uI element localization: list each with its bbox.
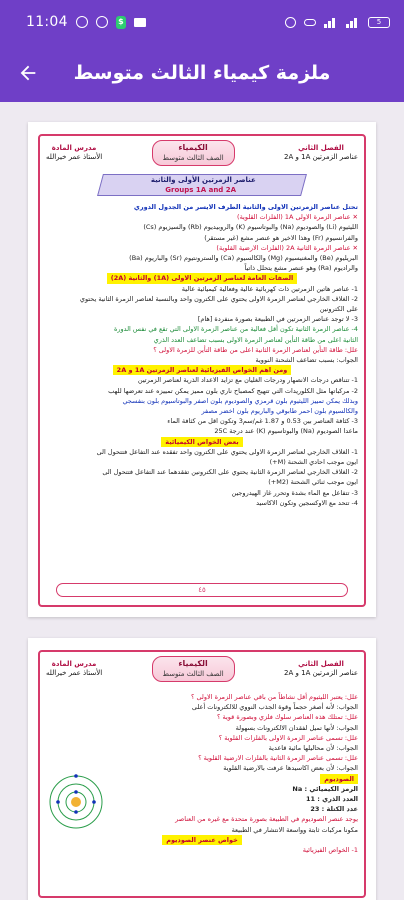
- text-line: ماعدا الصوديوم (Na) والبوتاسيوم (K) عند درجة 25C: [214, 427, 358, 436]
- text-line-content: علل: تمتلك هذه العناصر سلوك فلزي وبصورة قوية ؟: [217, 713, 358, 722]
- text-line-content: الثانية اعلى من طاقة التأين لعناصر الزمرة الاولى بسبب تضاعف العدد الذري: [153, 335, 358, 344]
- page-frame: [38, 134, 366, 607]
- mail-icon: [134, 18, 146, 27]
- text-line-content: 4- عناصر الزمرة الثانية تكون أقل فعالية من عناصر الزمرة الاولى التي تقع في نفس الدورة: [113, 325, 358, 334]
- text-line: البريليوم (Be) والمغنيسيوم (Mg) والكالسيوم (Ca) والسترونتيوم (Sr) والباريوم (Ba): [129, 254, 358, 263]
- teacher-name: الأستاذ عمر خيرالله: [46, 153, 103, 161]
- text-line-content: ✕ عناصر الزمرة الثانية 2A (الفلزات الارضية القلوية): [216, 243, 358, 252]
- chapter-label: [284, 144, 358, 162]
- page-content: [46, 692, 358, 896]
- status-left: [26, 14, 146, 30]
- back-button[interactable]: [0, 44, 56, 102]
- teacher-title: مدرس المادة: [51, 144, 97, 152]
- whatsapp-icon: [76, 16, 88, 28]
- teacher-label: [46, 660, 102, 678]
- text-line: [46, 324, 358, 334]
- page-frame: [38, 650, 366, 898]
- subject-title: الكيمياء: [178, 659, 208, 668]
- text-line: الجواب: بسبب تضاعف الشحنة النووية: [255, 356, 358, 365]
- text-line: [46, 814, 358, 824]
- text-line-content: ✕ عناصر الزمرة الاولى 1A (الفلزات القلوية): [237, 213, 358, 222]
- text-line: [46, 712, 358, 722]
- status-time: 11:04: [26, 14, 68, 30]
- text-line-content: 1- الخواص الفيزيائية: [302, 846, 358, 855]
- subject-label: [152, 656, 235, 682]
- grade-label: الصف الثالث متوسط: [162, 670, 224, 678]
- text-line-content: علل: تسمى عناصر الزمرة الثانية بالفلزات الارضية القلوية ؟: [198, 754, 358, 763]
- text-line: 2- مركباتها مثل الكلوريدات التي تتهيج كمصباح ناري بلون مميز يمكن تمييزه عند تعرضها للهب: [108, 386, 358, 395]
- app-bar: [0, 44, 404, 102]
- teacher-label: [46, 144, 102, 162]
- text-line: [46, 753, 358, 763]
- whatsapp-business-icon: [96, 16, 108, 28]
- text-line: ايون موجب احادي الشحنة (M+): [269, 458, 358, 467]
- text-line: [46, 202, 358, 212]
- app-notification-icon: $: [116, 16, 126, 29]
- chapter-title: الفصل الثاني: [298, 144, 344, 152]
- signal-2-icon: [346, 16, 360, 28]
- text-line: 4- تتحد مع الاوكسجين وتكون الاكاسيد: [256, 498, 358, 507]
- banner-arabic: عناصر الزمرتين الأولى والثانية: [150, 176, 256, 184]
- app-title: ملزمة كيمياء الثالث متوسط: [73, 62, 331, 84]
- text-line: والفرانسيوم (Fr) وهذا الاخير هو عنصر مشع (غير مستقر): [204, 233, 358, 242]
- text-line: 1- الغلاف الخارجي لعناصر الزمرة الاولى يحتوي على الكترون واحد تفقده عند التفاعل فتتحول الى: [96, 447, 358, 456]
- text-line-content: علل: يعتبر الليثيوم أقل نشاطاً من باقي عناصر الزمرة الاولى ؟: [190, 693, 358, 701]
- chapter-subtitle: عناصر الزمرتين 1A و 2A: [284, 669, 358, 677]
- text-line: [46, 437, 358, 447]
- text-line-content: الصوديوم: [320, 774, 358, 784]
- text-line: الجواب: لأنه أصغر حجماً وقوة الجذب النووي للالكترونات أعلى: [191, 703, 358, 712]
- text-line: [46, 243, 358, 253]
- battery-icon: [368, 17, 390, 28]
- subject-title: الكيمياء: [178, 143, 208, 152]
- text-line: 3- كثافة العناصر بين 0.53 و 1.87 غم/سم3 وتكون اقل من كثافة الماء: [167, 417, 358, 426]
- text-line-content: العدد الذري : 11: [306, 795, 358, 804]
- text-line: [46, 273, 358, 283]
- arrow-back-icon: [17, 62, 39, 84]
- text-line: [46, 794, 358, 804]
- text-line: [46, 774, 358, 784]
- text-line: [46, 406, 358, 416]
- text-line: 2- الغلاف الخارجي لعناصر الزمرة الاولى يحتوي على الكترون واحد وبالنسبة لعناصر الزمرة الثانية يحتوي: [79, 294, 358, 303]
- text-line: [46, 733, 358, 743]
- text-line: مكونا مركبات ثابتة وواسعة الانتشار في الطبيعة: [231, 825, 358, 834]
- page-number: ٤٥: [198, 586, 206, 594]
- text-line: 1- تتناقص درجات الانصهار ودرجات الغليان مع تزايد الاعداد الذرية لعناصر الزمرتين: [137, 376, 358, 385]
- subject-label: [152, 140, 235, 166]
- page-content: [46, 202, 358, 575]
- text-line: الجواب: لأن بعض اكاسيدها عرفت بالارضية القلوية: [223, 764, 358, 773]
- signal-icon: [324, 16, 338, 28]
- text-line: الليثيوم (Li) والصوديوم (Na) والبوتاسيوم (K) والروبيديوم (Rb) والسيزيوم (Cs): [143, 223, 358, 232]
- text-line: 2- الغلاف الخارجي لعناصر الزمرة الثانية يحتوي على الكترونين تفقدهما عند التفاعل فتتحول الى: [102, 468, 358, 477]
- text-line: [46, 345, 358, 355]
- page-header: [40, 136, 364, 170]
- battery-level: 5: [376, 18, 382, 26]
- teacher-name: الأستاذ عمر خيرالله: [46, 669, 103, 677]
- text-line: الجواب: لأنها تميل لفقدان الالكترونات بسهولة: [235, 723, 358, 732]
- text-line: [46, 845, 358, 855]
- pdf-page-2: [28, 638, 376, 900]
- text-line-content: وبذلك يمكن تمييز الليثيوم بلون قرمزي والصوديوم بلون اصفر والبوتاسيوم بلون بنفسجي: [122, 396, 358, 405]
- text-line: الجواب: لأن محاليلها مائية قاعدية: [268, 744, 358, 753]
- text-line-content: الرمز الكيميائي : Na: [292, 784, 358, 793]
- text-line: [46, 692, 358, 702]
- text-line-content: علل: تسمى عناصر الزمرة الاولى بالفلزات القلوية ؟: [218, 733, 358, 742]
- teacher-title: مدرس المادة: [51, 660, 97, 668]
- page-footer: [56, 583, 348, 597]
- text-line: [46, 365, 358, 375]
- text-line-content: يوجد عنصر الصوديوم في الطبيعة بصورة متحدة مع غيره من العناصر: [175, 815, 358, 824]
- text-line-content: تحتل عناصر الزمرتين الاولى والثانية الطرف الايسر من الجدول الدوري: [133, 203, 358, 211]
- text-line: [46, 835, 358, 845]
- status-right: [285, 16, 390, 28]
- chapter-title: الفصل الثاني: [298, 660, 344, 668]
- pdf-viewer[interactable]: [0, 102, 404, 900]
- text-line-content: علل: طاقة التأين لعناصر الزمرة الثانية اعلى من طاقة التأين للزمرة الاولى ؟: [153, 345, 358, 354]
- banner-english: Groups 1A and 2A: [165, 186, 237, 194]
- text-line-content: خواص عنصر الصوديوم: [162, 835, 242, 845]
- chapter-label: [284, 660, 358, 678]
- text-line: [46, 212, 358, 222]
- text-line: ايون موجب ثنائي الشحنة (M2+): [268, 478, 358, 487]
- chapter-subtitle: عناصر الزمرتين 1A و 2A: [284, 153, 358, 161]
- status-bar: [0, 0, 404, 44]
- section-banner: [97, 174, 307, 196]
- text-line: 1- عناصر هاتين الزمرتين ذات كهربائية عالية وفعالية كيميائية عالية: [181, 284, 358, 293]
- text-line-content: بعض الخواص الكيميائية: [161, 437, 243, 447]
- text-line: [46, 784, 358, 794]
- text-line: [46, 396, 358, 406]
- text-line-content: الصفات العامة لعناصر الزمرتين الاولى (1A) والثانية (2A): [107, 273, 298, 283]
- grade-label: الصف الثالث متوسط: [162, 154, 224, 162]
- text-line-content: ومن اهم الخواص الفيزيائية لعناصر الزمرتين 1A و 2A: [113, 365, 292, 375]
- text-line-content: والكالسيوم بلون احمر طابوقي والباريوم بلون اخضر مصفر: [201, 407, 358, 416]
- text-line: والراديوم (Ra) وهو عنصر مشع يتحلل ذاتياً: [244, 264, 358, 273]
- text-line: 3- لا توجد عناصر الزمرتين في الطبيعة بصورة منفردة [هام]: [197, 315, 358, 324]
- pdf-page-1: [28, 122, 376, 617]
- data-saver-icon: [304, 19, 316, 26]
- text-line: [46, 335, 358, 345]
- alarm-icon: [285, 17, 296, 28]
- text-line-content: عدد الكتلة : 23: [310, 805, 358, 814]
- text-line: على الكترونين: [319, 305, 358, 314]
- text-line: [46, 804, 358, 814]
- text-line: 3- تتفاعل مع الماء بشدة وتحرر غاز الهيدروجين: [231, 488, 358, 497]
- page-header: [40, 652, 364, 686]
